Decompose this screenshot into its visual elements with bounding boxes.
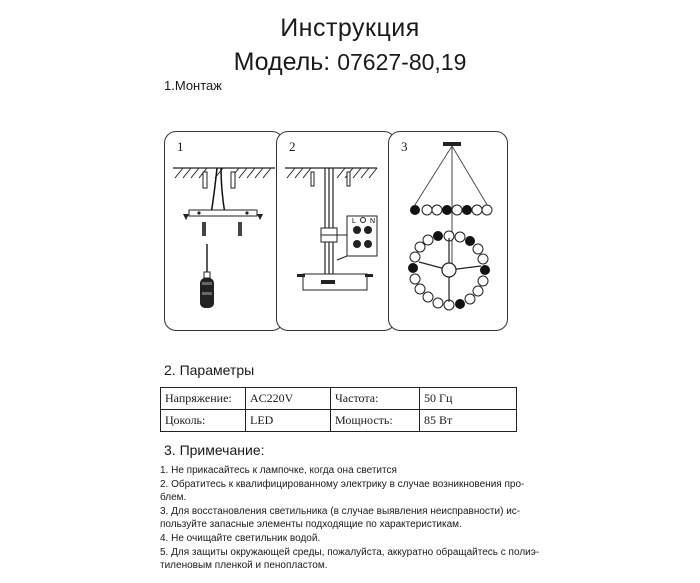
mounting-heading: 1.Монтаж [164,78,222,93]
notes-list [160,464,680,573]
mounting-step-2-panel [276,131,396,331]
power-value: 85 Вт [420,410,517,432]
notes-heading: 3. Примечание: [164,442,265,458]
note-line: 1. Не прикасайтесь к лампочке, когда она светится [160,465,397,476]
note-line: 4. Не очищайте светильник водой. [160,532,321,544]
parameters-heading: 2. Параметры [164,362,255,378]
frequency-label: Частота: [331,388,420,410]
ceiling-bracket-illustration [165,132,283,330]
table-row [161,410,517,432]
note-line: тиленовым пленкой и пенопластом. [160,560,328,572]
note-line: блем. [160,492,187,504]
document-title: Инструкция [280,14,420,42]
note-line: 5. Для защиты окружающей среды, пожалуйста, аккуратно обращайтесь с полиэ- [160,546,540,558]
model-label: Модель: [233,48,331,76]
power-label: Мощность: [331,410,420,432]
step-number: 1 [177,139,184,154]
step-number: 2 [289,139,296,154]
parameters-table [160,387,517,432]
base-label: Цоколь: [161,410,246,432]
chandelier-illustration [389,132,507,330]
model-number: 07627-80,19 [337,49,467,75]
frequency-value: 50 Гц [420,388,517,410]
mounting-step-1-panel [164,131,284,331]
step-number: 3 [401,139,408,154]
note-line: пользуйте запасные элементы подходящие по характеристикам. [160,519,462,531]
model-line [0,48,700,77]
mounting-step-3-panel [388,131,508,331]
note-line: 2. Обратитесь к квалифицированному электрику в случае возникновения про- [160,478,525,490]
base-value: LED [246,410,331,432]
wiring-illustration [277,132,395,330]
terminal-label-l: L [352,218,356,225]
voltage-value: AC220V [246,388,331,410]
note-line: 3. Для восстановления светильника (в случае выявления неисправности) ис- [160,505,521,517]
voltage-label: Напряжение: [161,388,246,410]
terminal-label-n: N [370,218,376,225]
table-row [161,388,517,410]
